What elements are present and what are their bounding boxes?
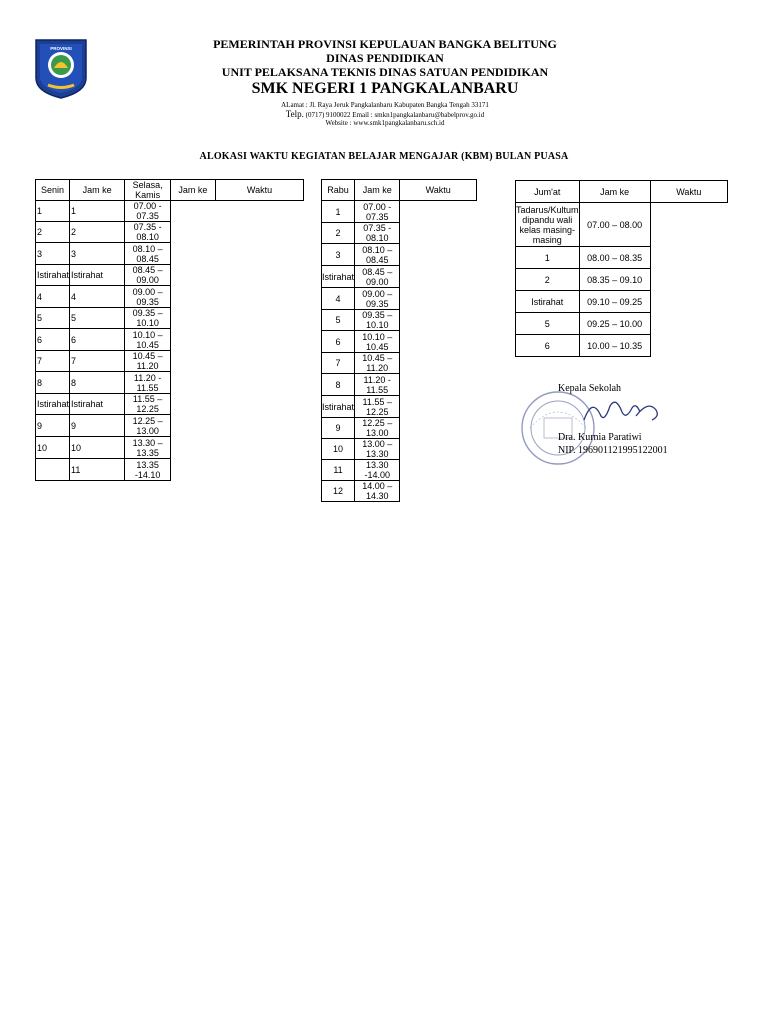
svg-text:PROVINSI: PROVINSI bbox=[50, 46, 72, 51]
col-header-waktu: Waktu bbox=[650, 181, 727, 203]
letterhead-line-3: UNIT PELAKSANA TEKNIS DINAS SATUAN PENDIDIKAN bbox=[221, 64, 549, 79]
senin-jam-cell: 10 bbox=[36, 437, 70, 459]
jam-cell: 5 bbox=[322, 310, 355, 331]
table-row bbox=[36, 243, 304, 265]
waktu-cell: 12.25 – 13.00 bbox=[355, 418, 400, 439]
table-row bbox=[36, 394, 304, 415]
senin-jam-cell: 3 bbox=[36, 243, 70, 265]
waktu-cell: 12.25 – 13.00 bbox=[125, 415, 171, 437]
waktu-cell: 07.35 - 08.10 bbox=[355, 223, 400, 244]
jam-cell: 4 bbox=[322, 288, 355, 310]
letterhead-line-2: DINAS PENDIDIKAN bbox=[326, 50, 444, 65]
school-address: ALamat : Jl. Raya Jeruk Pangkalanbaru Kabupaten Bangka Tengah 33171 bbox=[281, 100, 489, 109]
waktu-cell: 10.45 – 11.20 bbox=[355, 353, 400, 374]
handwritten-signature bbox=[576, 394, 666, 428]
waktu-cell: 13.00 – 13.30 bbox=[355, 439, 400, 460]
jam-cell: 3 bbox=[322, 244, 355, 266]
table-row bbox=[322, 439, 477, 460]
jam-cell: 6 bbox=[70, 329, 125, 351]
signature-block bbox=[516, 380, 736, 500]
waktu-cell: 08.45 – 09.00 bbox=[125, 265, 171, 286]
school-name: SMK NEGERI 1 PANGKALANBARU bbox=[251, 80, 519, 98]
waktu-cell: 11.20 - 11.55 bbox=[125, 372, 171, 394]
waktu-cell: 11.20 - 11.55 bbox=[355, 374, 400, 396]
jam-cell: Istirahat bbox=[70, 394, 125, 415]
table-row bbox=[322, 288, 477, 310]
waktu-cell: 07.00 - 07.35 bbox=[355, 201, 400, 223]
table-row bbox=[322, 223, 477, 244]
schedule-table-senin-selasa-kamis bbox=[35, 179, 304, 481]
waktu-cell: 09.35 – 10.10 bbox=[355, 310, 400, 331]
letterhead-line-1: PEMERINTAH PROVINSI KEPULAUAN BANGKA BELITUNG bbox=[213, 37, 557, 51]
day-label-senin: Senin bbox=[36, 180, 70, 201]
senin-jam-cell: 8 bbox=[36, 372, 70, 394]
col-header-jam-ke: Jam ke bbox=[170, 180, 215, 201]
table-row bbox=[36, 351, 304, 372]
col-header-jam-ke: Jam ke bbox=[355, 180, 400, 201]
table-row bbox=[36, 286, 304, 308]
jam-cell: 5 bbox=[70, 308, 125, 329]
senin-jam-cell bbox=[36, 459, 70, 481]
senin-jam-cell: 4 bbox=[36, 286, 70, 308]
jam-cell: Istirahat bbox=[70, 265, 125, 286]
table-row bbox=[36, 372, 304, 394]
jam-cell: 12 bbox=[322, 481, 355, 502]
table-row bbox=[322, 460, 477, 481]
waktu-cell: 08.45 – 09.00 bbox=[355, 266, 400, 288]
waktu-cell: 08.10 – 08.45 bbox=[125, 243, 171, 265]
waktu-cell: 10.10 – 10.45 bbox=[125, 329, 171, 351]
table-row bbox=[322, 266, 477, 288]
day-label-selasa-kamis: Selasa, Kamis bbox=[125, 180, 171, 201]
signature-nip: NIP. 196901121995122001 bbox=[558, 445, 668, 456]
schedule-table-rabu bbox=[321, 179, 477, 502]
col-header-jam-ke: Jam ke bbox=[579, 181, 650, 203]
jam-cell: 6 bbox=[516, 335, 580, 357]
school-website: Website : www.smk1pangkalanbaru.sch.id bbox=[325, 119, 445, 128]
contact-text: (0717) 9100022 Email : smkn1pangkalanbaru@babelprov.go.id bbox=[305, 110, 485, 119]
senin-jam-cell: Istirahat bbox=[36, 394, 70, 415]
table-row bbox=[322, 374, 477, 396]
jam-cell: Tadarus/Kultum dipandu wali kelas masing-masing bbox=[516, 204, 579, 245]
senin-jam-cell: 6 bbox=[36, 329, 70, 351]
table-row bbox=[36, 415, 304, 437]
table-row bbox=[36, 222, 304, 243]
school-contact bbox=[170, 109, 600, 119]
table-row bbox=[516, 291, 728, 313]
table-row bbox=[516, 335, 728, 357]
col-header-waktu: Waktu bbox=[400, 180, 477, 201]
waktu-cell: 09.35 – 10.10 bbox=[125, 308, 171, 329]
jam-cell: 2 bbox=[70, 222, 125, 243]
table-row bbox=[516, 269, 728, 291]
day-label-rabu: Rabu bbox=[322, 180, 355, 201]
senin-jam-cell: 2 bbox=[36, 222, 70, 243]
letterhead bbox=[170, 38, 600, 127]
waktu-cell: 09.10 – 09.25 bbox=[579, 291, 650, 313]
jam-cell: 9 bbox=[70, 415, 125, 437]
jam-cell: 1 bbox=[516, 247, 580, 269]
signature-name: Dra. Kurnia Paratiwi bbox=[558, 432, 642, 443]
jam-cell: 2 bbox=[516, 269, 580, 291]
waktu-cell: 08.10 – 08.45 bbox=[355, 244, 400, 266]
table-row bbox=[322, 244, 477, 266]
jam-cell: 6 bbox=[322, 331, 355, 353]
jam-cell: 11 bbox=[322, 460, 355, 481]
jam-cell: 7 bbox=[70, 351, 125, 372]
waktu-cell: 09.00 – 09.35 bbox=[355, 288, 400, 310]
waktu-cell: 09.00 – 09.35 bbox=[125, 286, 171, 308]
jam-cell: 11 bbox=[70, 459, 125, 481]
waktu-cell: 11.55 – 12.25 bbox=[125, 394, 171, 415]
waktu-cell: 10.45 – 11.20 bbox=[125, 351, 171, 372]
senin-jam-cell: 9 bbox=[36, 415, 70, 437]
table-row bbox=[322, 310, 477, 331]
waktu-cell: 07.00 – 08.00 bbox=[579, 203, 650, 247]
jam-cell: 7 bbox=[322, 353, 355, 374]
table-row bbox=[322, 201, 477, 223]
waktu-cell: 09.25 – 10.00 bbox=[579, 313, 650, 335]
waktu-cell: 13.35 -14.10 bbox=[125, 459, 171, 481]
jam-cell: Istirahat bbox=[322, 396, 355, 418]
senin-jam-cell: 5 bbox=[36, 308, 70, 329]
table-row bbox=[36, 308, 304, 329]
senin-jam-cell: 7 bbox=[36, 351, 70, 372]
jam-cell: Istirahat bbox=[516, 291, 580, 313]
jam-cell: 10 bbox=[322, 439, 355, 460]
jam-cell: 4 bbox=[70, 286, 125, 308]
telp-label: Telp. bbox=[285, 108, 304, 119]
table-row bbox=[36, 329, 304, 351]
waktu-cell: 11.55 – 12.25 bbox=[355, 396, 400, 418]
jam-cell: 9 bbox=[322, 418, 355, 439]
table-row bbox=[322, 353, 477, 374]
table-row bbox=[322, 331, 477, 353]
jam-cell: 2 bbox=[322, 223, 355, 244]
jam-cell: 1 bbox=[70, 201, 125, 222]
waktu-cell: 14.00 – 14.30 bbox=[355, 481, 400, 502]
senin-jam-cell: 1 bbox=[36, 201, 70, 222]
table-row bbox=[322, 418, 477, 439]
jam-cell: 8 bbox=[322, 374, 355, 396]
table-row bbox=[516, 313, 728, 335]
jam-cell: Istirahat bbox=[322, 266, 355, 288]
waktu-cell: 08.00 – 08.35 bbox=[579, 247, 650, 269]
col-header-jam-ke: Jam ke bbox=[70, 180, 125, 201]
senin-jam-cell: Istirahat bbox=[36, 265, 70, 286]
jam-cell: 1 bbox=[322, 201, 355, 223]
waktu-cell: 13.30 – 13.35 bbox=[125, 437, 171, 459]
table-row bbox=[516, 203, 728, 247]
jam-cell: 8 bbox=[70, 372, 125, 394]
waktu-cell: 13.30 -14.00 bbox=[355, 460, 400, 481]
signature-role: Kepala Sekolah bbox=[558, 383, 622, 394]
table-row bbox=[36, 265, 304, 286]
table-row bbox=[36, 201, 304, 222]
table-row bbox=[36, 459, 304, 481]
schedule-table-jumat bbox=[515, 180, 728, 357]
document-title: ALOKASI WAKTU KEGIATAN BELAJAR MENGAJAR (KBM) BULAN PUASA bbox=[199, 151, 569, 162]
jam-cell: 10 bbox=[70, 437, 125, 459]
waktu-cell: 07.35 - 08.10 bbox=[125, 222, 171, 243]
table-row bbox=[516, 247, 728, 269]
waktu-cell: 10.00 – 10.35 bbox=[579, 335, 650, 357]
jam-cell: 3 bbox=[70, 243, 125, 265]
waktu-cell: 10.10 – 10.45 bbox=[355, 331, 400, 353]
jam-cell: 5 bbox=[516, 313, 580, 335]
waktu-cell: 08.35 – 09.10 bbox=[579, 269, 650, 291]
day-label-jumat: Jum'at bbox=[516, 181, 580, 203]
col-header-waktu: Waktu bbox=[215, 180, 303, 201]
table-row bbox=[36, 437, 304, 459]
waktu-cell: 07.00 - 07.35 bbox=[125, 201, 171, 222]
table-row bbox=[322, 481, 477, 502]
table-row bbox=[322, 396, 477, 418]
province-logo bbox=[34, 38, 88, 100]
